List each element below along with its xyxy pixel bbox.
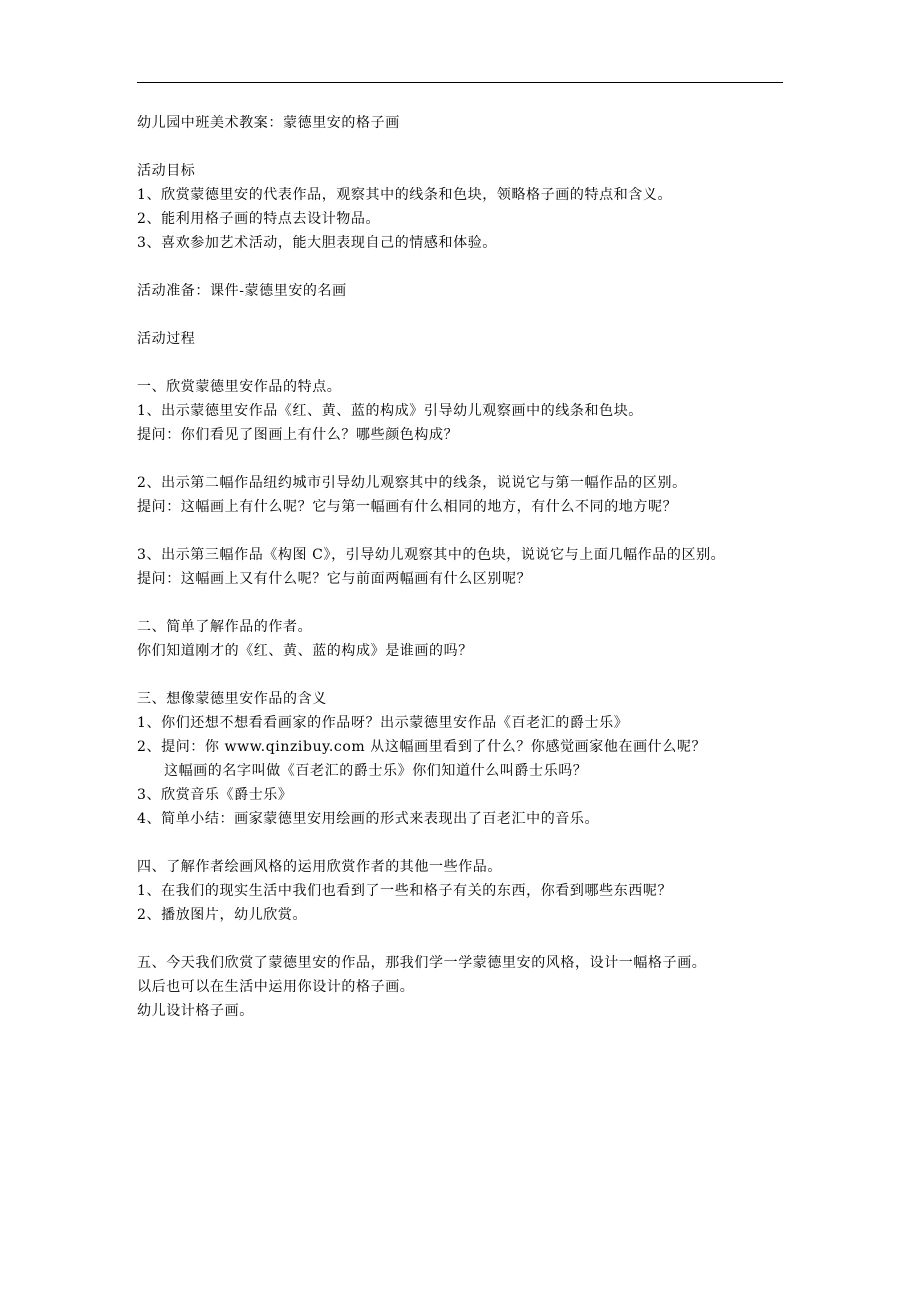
section1-item3: 3、出示第三幅作品《构图 C》，引导幼儿观察其中的色块，说说它与上面几幅作品的区别。 (137, 547, 726, 563)
preparation-line: 活动准备：课件-蒙德里安的名画 (137, 283, 347, 299)
goal-item: 3、喜欢参加艺术活动，能大胆表现自己的情感和体验。 (137, 235, 497, 251)
goal-item: 2、能利用格子画的特点去设计物品。 (137, 211, 381, 227)
process-heading: 活动过程 (137, 331, 196, 347)
section2-heading: 二、简单了解作品的作者。 (137, 619, 313, 635)
section3-heading: 三、想像蒙德里安作品的含义 (137, 691, 327, 707)
section1-item2: 2、出示第二幅作品纽约城市引导幼儿观察其中的线条，说说它与第一幅作品的区别。 (137, 475, 687, 491)
section5-line3: 幼儿设计格子画。 (137, 1003, 254, 1019)
section4-heading: 四、了解作者绘画风格的运用欣赏作者的其他一些作品。 (137, 859, 502, 875)
section3-item2-continued: 这幅画的名字叫做《百老汇的爵士乐》你们知道什么叫爵士乐吗？ (164, 763, 588, 779)
section1-question1: 提问：你们看见了图画上有什么？哪些颜色构成？ (137, 427, 459, 443)
section3-item1: 1、你们还想不想看看画家的作品呀？出示蒙德里安作品《百老汇的爵士乐》 (137, 715, 629, 731)
section5-heading: 五、今天我们欣赏了蒙德里安的作品，那我们学一学蒙德里安的风格，设计一幅格子画。 (137, 955, 707, 971)
header-rule (137, 82, 783, 83)
section1-question3: 提问：这幅画上又有什么呢？它与前面两幅画有什么区别呢？ (137, 571, 532, 587)
section1-item1: 1、出示蒙德里安作品《红、黄、蓝的构成》引导幼儿观察画中的线条和色块。 (137, 403, 643, 419)
section5-line2: 以后也可以在生活中运用你设计的格子画。 (137, 979, 415, 995)
goals-heading: 活动目标 (137, 163, 196, 179)
document-body (137, 111, 797, 1023)
section3-item3: 3、欣赏音乐《爵士乐》 (137, 787, 293, 803)
section4-item2: 2、播放图片，幼儿欣赏。 (137, 907, 308, 923)
section4-item1: 1、在我们的现实生活中我们也看到了一些和格子有关的东西，你看到哪些东西呢？ (137, 883, 673, 899)
section2-line: 你们知道刚才的《红、黄、蓝的构成》是谁画的吗？ (137, 643, 473, 659)
goal-item: 1、欣赏蒙德里安的代表作品，观察其中的线条和色块，领略格子画的特点和含义。 (137, 187, 673, 203)
section3-item4: 4、简单小结：画家蒙德里安用绘画的形式来表现出了百老汇中的音乐。 (137, 811, 600, 827)
section1-question2: 提问：这幅画上有什么呢？它与第一幅画有什么相同的地方，有什么不同的地方呢？ (137, 499, 678, 515)
section3-item2: 2、提问：你 www.qinzibuy.com 从这幅画里看到了什么？你感觉画家他在画什么呢？ (137, 739, 707, 755)
section1-heading: 一、欣赏蒙德里安作品的特点。 (137, 379, 342, 395)
document-title: 幼儿园中班美术教案：蒙德里安的格子画 (137, 115, 400, 131)
